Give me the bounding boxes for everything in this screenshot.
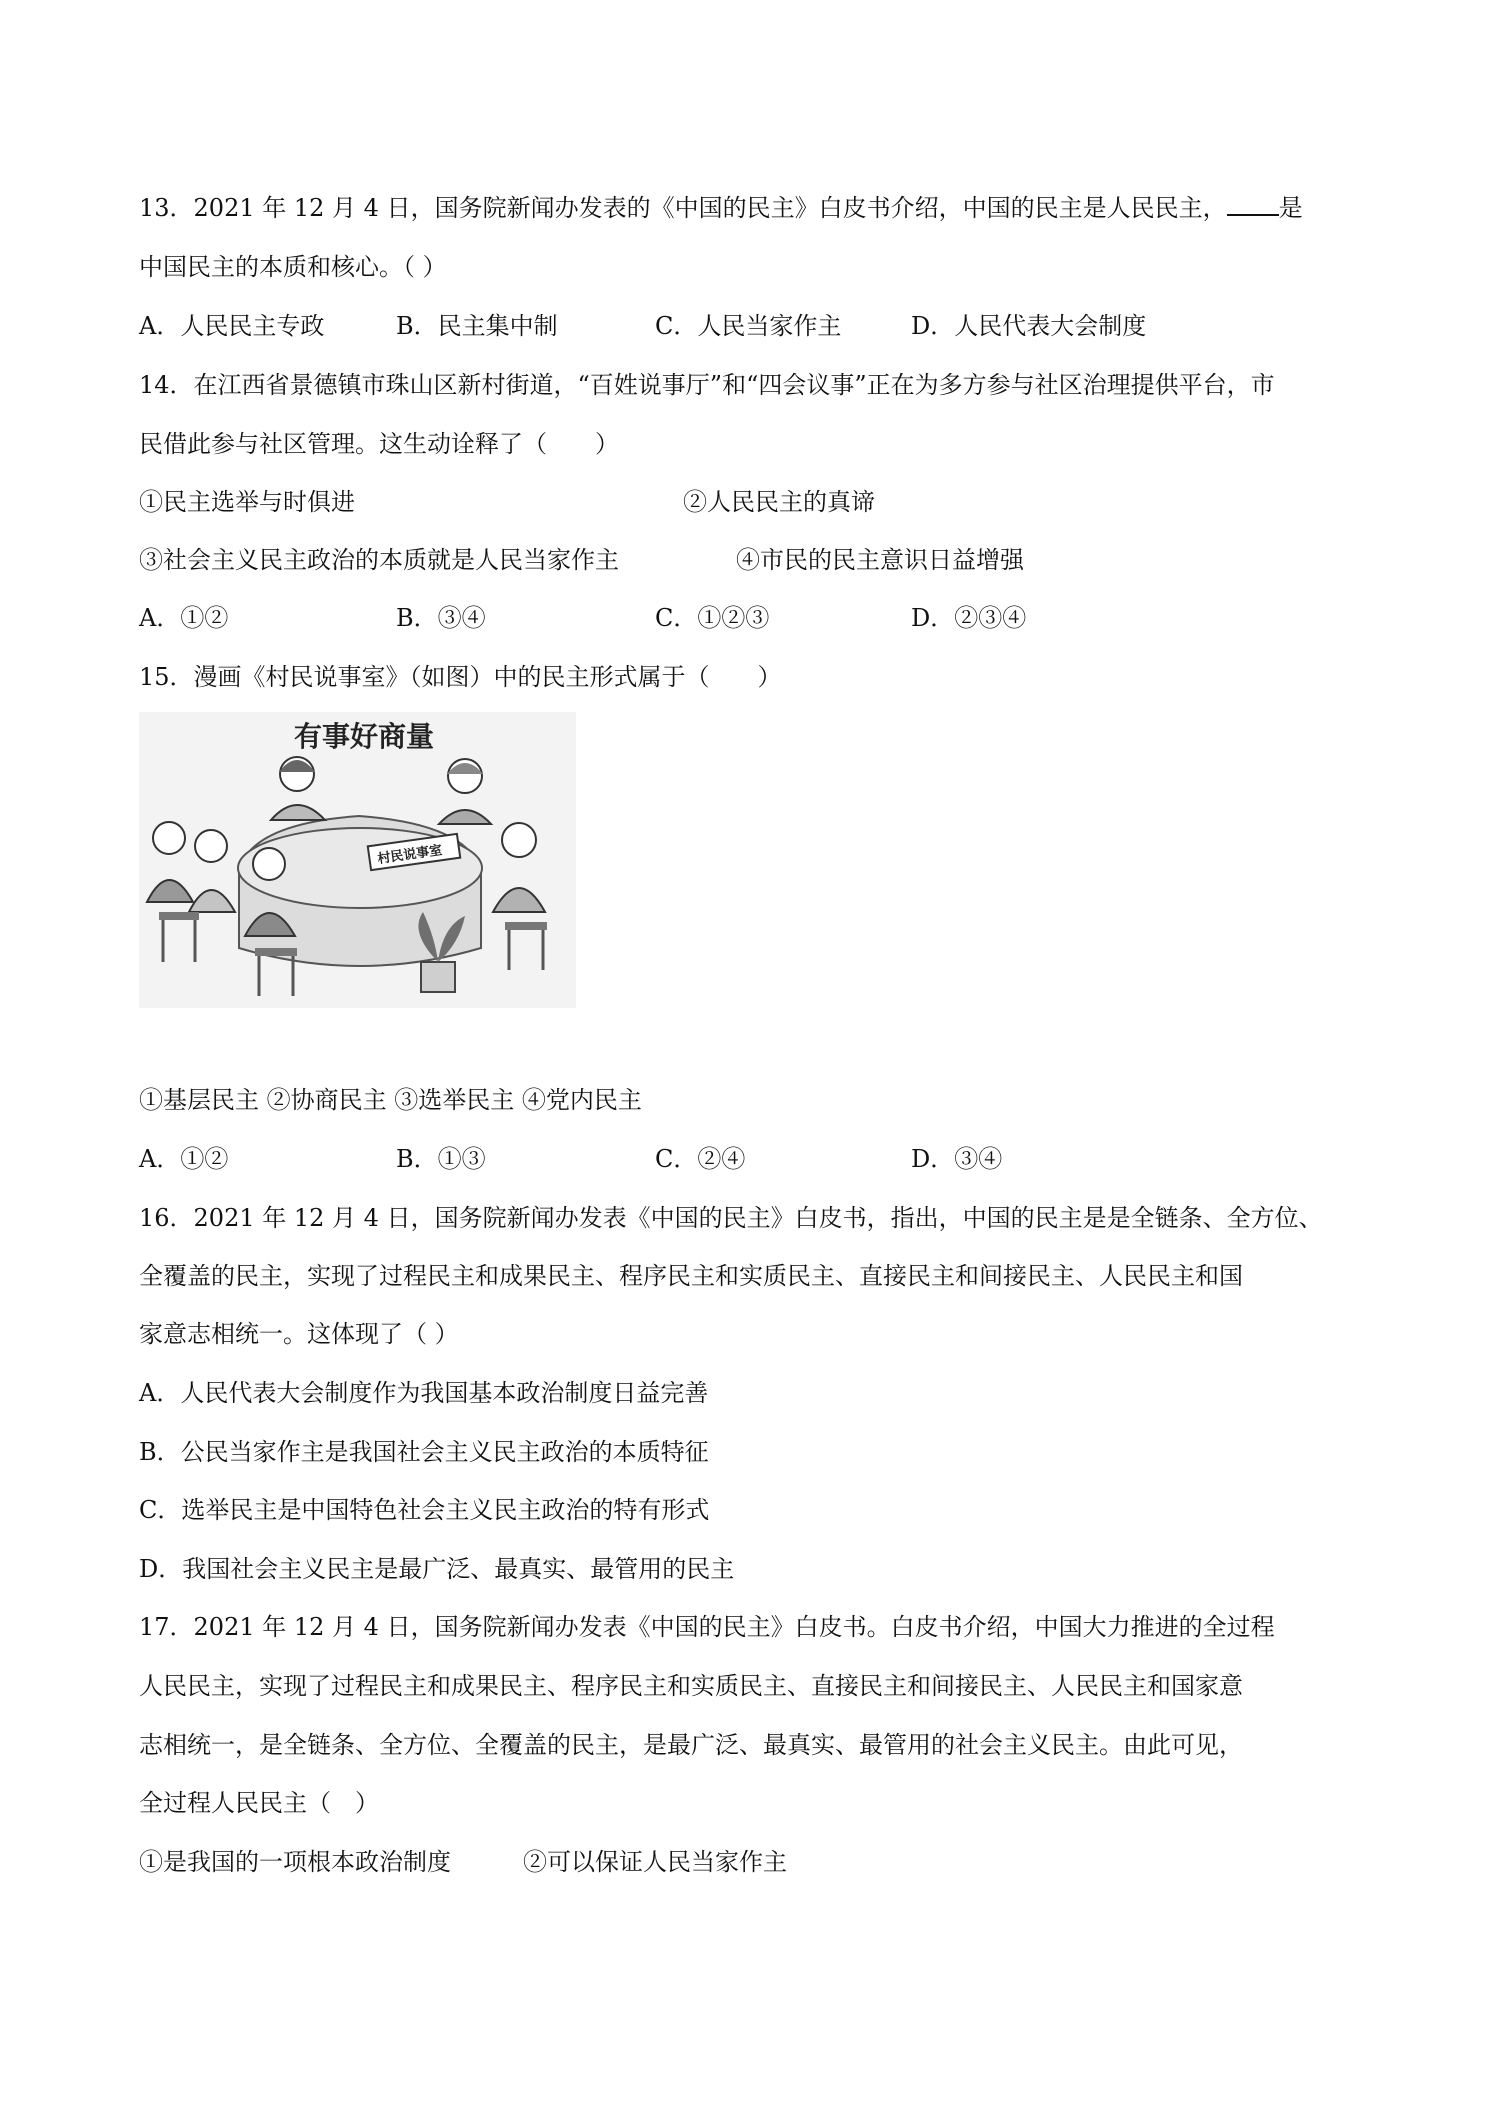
q13-stem-line1 [139, 192, 1303, 224]
q16-stem-line1: 16．2021 年 12 月 4 日，国务院新闻办发表《中国的民主》白皮书，指出，中国的民主是是全链条、全方位、 [139, 1204, 1323, 1232]
q14-stem-line1: 14．在江西省景德镇市珠山区新村街道，“百姓说事厅”和“四会议事”正在为多方参与社区治理提供平台，市 [139, 371, 1275, 399]
q13-answer-blank [1227, 192, 1279, 216]
q16-option-b[interactable]: B．公民当家作主是我国社会主义民主政治的本质特征 [139, 1438, 709, 1466]
q17-stem-line1: 17．2021 年 12 月 4 日，国务院新闻办发表《中国的民主》白皮书。白皮书介绍，中国大力推进的全过程 [139, 1613, 1275, 1641]
q15-option-d[interactable]: D．③④ [911, 1145, 1003, 1173]
q14-statement-1: ①民主选举与时俱进 [139, 488, 355, 516]
q16-stem-line2: 全覆盖的民主，实现了过程民主和成果民主、程序民主和实质民主、直接民主和间接民主、人民民主和国 [139, 1262, 1243, 1290]
q13-stem-text-b: 是 [1278, 194, 1303, 222]
q13-option-b[interactable]: B．民主集中制 [396, 312, 558, 340]
q15-option-b[interactable]: B．①③ [396, 1145, 486, 1173]
q14-stem-line2: 民借此参与社区管理。这生动诠释了（ ） [139, 430, 619, 458]
q13-option-a[interactable]: A．人民民主专政 [139, 312, 325, 340]
q14-option-b[interactable]: B．③④ [396, 604, 486, 632]
q17-stem-line4: 全过程人民民主（ ） [139, 1789, 379, 1817]
svg-text:村民说事室: 村民说事室 [376, 843, 444, 868]
q16-stem-line3: 家意志相统一。这体现了（ ） [139, 1320, 459, 1348]
q15-option-a[interactable]: A．①② [139, 1145, 229, 1173]
q16-option-c[interactable]: C．选举民主是中国特色社会主义民主政治的特有形式 [139, 1496, 710, 1524]
q17-stem-line3: 志相统一，是全链条、全方位、全覆盖的民主，是最广泛、最真实、最管用的社会主义民主。由此可见， [139, 1731, 1243, 1759]
q14-option-a[interactable]: A．①② [139, 604, 229, 632]
q15-option-c[interactable]: C．②④ [655, 1145, 746, 1173]
q16-option-a[interactable]: A．人民代表大会制度作为我国基本政治制度日益完善 [139, 1379, 709, 1407]
q15-cartoon-figure [139, 712, 576, 1008]
q17-statement-2: ②可以保证人民当家作主 [523, 1848, 787, 1876]
q17-stem-line2: 人民民主，实现了过程民主和成果民主、程序民主和实质民主、直接民主和间接民主、人民民主和国家意 [139, 1672, 1243, 1700]
q14-statement-2: ②人民民主的真谛 [683, 488, 875, 516]
q13-option-d[interactable]: D．人民代表大会制度 [911, 312, 1147, 340]
q14-option-d[interactable]: D．②③④ [911, 604, 1027, 632]
q13-option-c[interactable]: C．人民当家作主 [655, 312, 842, 340]
q14-option-c[interactable]: C．①②③ [655, 604, 770, 632]
q15-figure-caption: 有事好商量 [294, 720, 435, 753]
q13-stem-text-a: 13．2021 年 12 月 4 日，国务院新闻办发表的《中国的民主》白皮书介绍，中国的民主是人民民主， [139, 194, 1227, 222]
q16-option-d[interactable]: D．我国社会主义民主是最广泛、最真实、最管用的民主 [139, 1555, 735, 1583]
q17-statement-1: ①是我国的一项根本政治制度 [139, 1848, 451, 1876]
q13-stem-line2: 中国民主的本质和核心。（ ） [139, 253, 447, 281]
q14-statement-4: ④市民的民主意识日益增强 [736, 546, 1024, 574]
q15-statements: ①基层民主 ②协商民主 ③选举民主 ④党内民主 [139, 1086, 642, 1114]
q15-stem-line1: 15．漫画《村民说事室》（如图）中的民主形式属于（ ） [139, 663, 782, 691]
q14-statement-3: ③社会主义民主政治的本质就是人民当家作主 [139, 546, 619, 574]
